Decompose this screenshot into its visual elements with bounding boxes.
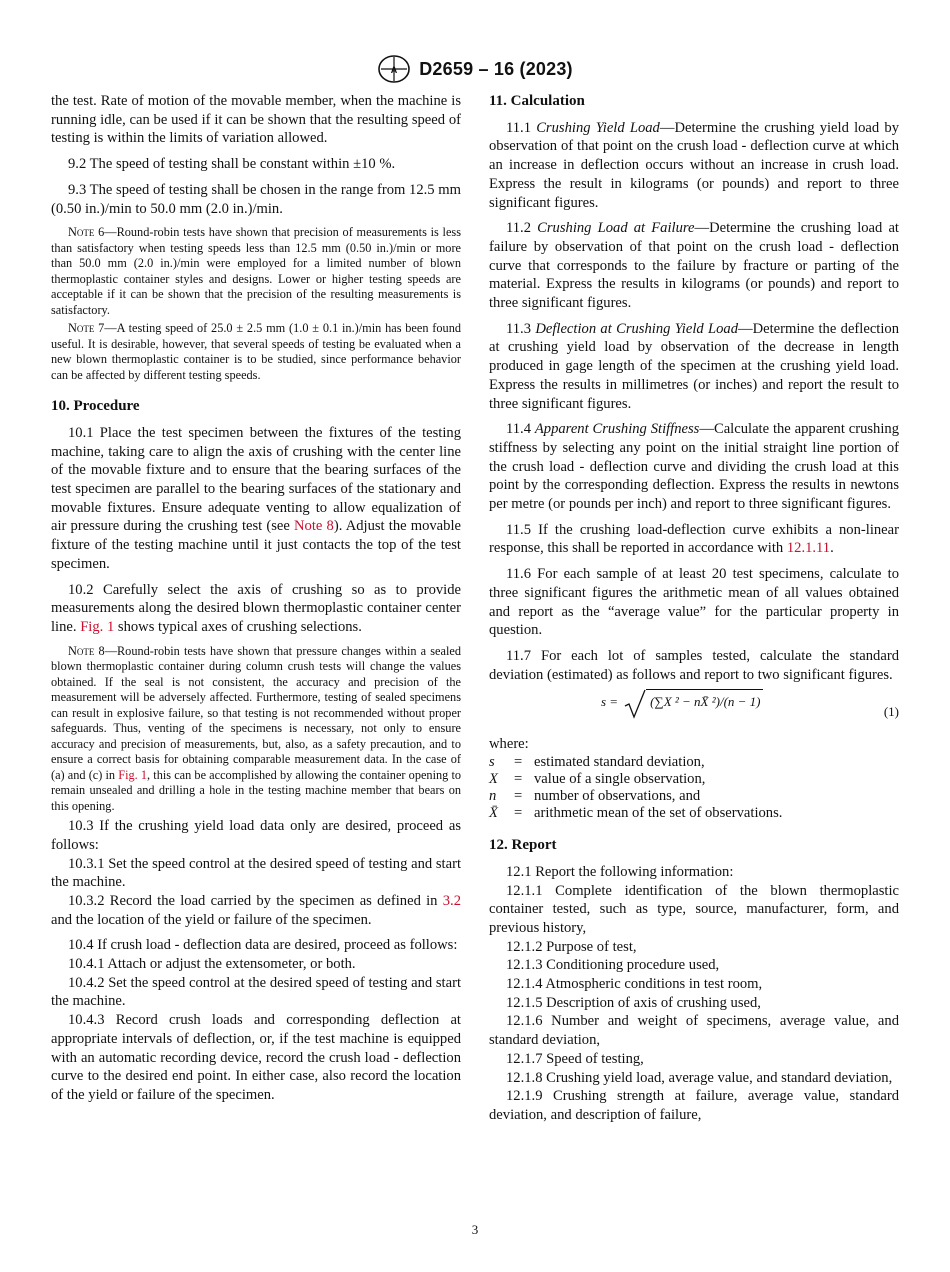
where-item: X̄ = arithmetic mean of the set of observations.: [489, 805, 783, 822]
radical-sign-icon: [624, 689, 646, 719]
standard-designation: D2659 – 16 (2023): [419, 58, 573, 79]
note-7: Note 7—A testing speed of 25.0 ± 2.5 mm (1.0 ± 0.1 in.)/min has been found useful. It is desirable, however, that several speeds of testing be evaluated when a new blown thermoplastic container is to be studied, since performance behavior can be affected by different testing speeds.: [51, 321, 461, 382]
equation-1: [489, 691, 899, 729]
page-number: 3: [471, 1222, 479, 1237]
paragraph-12-1-3: 12.1.3 Conditioning procedure used,: [506, 957, 720, 974]
paragraph-11-4: 11.4 Apparent Crushing Stiffness—Calculate the apparent crushing stiffness by selecting any point on the initial straight line portion of the crush load - deflection curve and dividing the crush load at this point by the corresponding deflection. Express the results in newtons per metre (or pounds per inch) and report to three significant figures.: [489, 421, 899, 513]
paragraph-12-1-2: 12.1.2 Purpose of test,: [506, 938, 637, 955]
paragraph-12-1-5: 12.1.5 Description of axis of crushing used,: [506, 994, 761, 1011]
paragraph-10-3: 10.3 If the crushing yield load data only are desired, proceed as follows:: [51, 818, 461, 853]
paragraph-12-1-6: 12.1.6 Number and weight of specimens, average value, and standard deviation,: [489, 1013, 899, 1049]
paragraph-12-1-9: 12.1.9 Crushing strength at failure, average value, standard deviation, and description of failure,: [489, 1088, 899, 1123]
equation-lhs: s =: [601, 694, 619, 710]
paragraph-11-5: 11.5 If the crushing load-deflection curve exhibits a non-linear response, this shall be reported in accordance with 12.1.11.: [489, 521, 899, 557]
left-column: [51, 92, 461, 1112]
square-root: [624, 693, 762, 712]
paragraph-12-1-1: 12.1.1 Complete identification of the blown thermoplastic container tested, such as type, source, manufacturer, form, and previous history,: [489, 882, 899, 936]
page-header: [0, 54, 950, 84]
equation-radicand: (∑X ² − nX̄ ²)/(n − 1): [646, 689, 762, 709]
svg-text:A: A: [390, 65, 398, 75]
paragraph-10-4-1: 10.4.1 Attach or adjust the extensometer, or both.: [68, 956, 356, 973]
section-12-1-11-link[interactable]: 12.1.11: [786, 540, 831, 557]
paragraph-12-1-7: 12.1.7 Speed of testing,: [506, 1050, 644, 1067]
where-item: s = estimated standard deviation,: [489, 754, 705, 771]
where-item: n = number of observations, and: [489, 788, 701, 805]
section-11-heading: 11. Calculation: [489, 93, 585, 109]
note-6: Note 6—Round-robin tests have shown that precision of measurements is less than satisfactory when testing speeds less than 12.5 mm (0.50 in.)/min or more than 50.0 mm (2.0 in.)/min were employed for a limited number of blown thermoplastic container styles and designs. Lower or higher testing speeds are acceptable if it can be shown that the precision of the resulting measurements is satisfactory.: [51, 225, 461, 317]
paragraph-10-2: 10.2 Carefully select the axis of crushing so as to provide measurements along the desired blown thermoplastic container center line. Fig. 1 shows typical axes of crushing selections.: [51, 581, 461, 635]
section-10-heading: 10. Procedure: [51, 398, 140, 415]
paragraph-9-3: 9.3 The speed of testing shall be chosen in the range from 12.5 mm (0.50 in.)/min to 50.0 mm (2.0 in.)/min.: [51, 181, 461, 217]
paragraph-10-4-3: 10.4.3 Record crush loads and corresponding deflection at appropriate intervals of deflection, or, if the test machine is equipped with an automatic recording device, record the crush load - deflection curve to the desired end point. In either case, also record the location of the yield or failure of the specimen.: [51, 1012, 461, 1103]
paragraph-11-1: 11.1 Crushing Yield Load—Determine the crushing yield load by observation of that point on the crush load - deflection curve at which an increase in deflection occurs without an increase in crush load. Express the result in kilograms (or pounds) and report to three significant figures.: [489, 119, 899, 211]
paragraph-12-1: 12.1 Report the following information:: [506, 863, 734, 880]
paragraph-11-7: 11.7 For each lot of samples tested, calculate the standard deviation (estimated) as follows and report to two significant figures.: [489, 647, 899, 683]
fig-1-link[interactable]: Fig. 1: [118, 767, 148, 782]
section-12-heading: 12. Report: [489, 837, 557, 854]
paragraph-10-4: 10.4 If crush load - deflection data are desired, proceed as follows:: [68, 937, 458, 954]
paragraph-11-2: 11.2 Crushing Load at Failure—Determine the crushing load at failure by observation of that point on the crush load - deflection curve that corresponds to the failure by fracture or parting of the material. Express the results in kilograms (or pounds) and report to three significant figures.: [489, 220, 899, 312]
astm-logo-icon: [377, 54, 411, 84]
where-label: where:: [489, 736, 529, 753]
paragraph-9-2: 9.2 The speed of testing shall be constant within ±10 %.: [68, 156, 396, 173]
paragraph-10-3-2: 10.3.2 Record the load carried by the specimen as defined in 3.2 and the location of the yield or failure of the specimen.: [51, 892, 461, 928]
section-3-2-link[interactable]: 3.2: [442, 892, 461, 909]
right-column: [489, 92, 899, 1125]
paragraph-11-3: 11.3 Deflection at Crushing Yield Load—Determine the deflection at crushing yield load by observation of the decrease in length produced in gage length of the specimen at the crushing yield load. Express the results in millimetres (or inches) and report the result to three significant figures.: [489, 320, 899, 412]
paragraph-12-1-4: 12.1.4 Atmospheric conditions in test room,: [506, 976, 763, 993]
paragraph-11-6: 11.6 For each sample of at least 20 test specimens, calculate to three significant figures the arithmetic mean of all values obtained and report as the “average value” for the particular property in question.: [489, 566, 899, 639]
paragraph-12-1-8: 12.1.8 Crushing yield load, average value, and standard deviation,: [506, 1069, 893, 1086]
paragraph-10-4-2: 10.4.2 Set the speed control at the desired speed of testing and start the machine.: [51, 974, 461, 1010]
paragraph-continued: the test. Rate of motion of the movable member, when the machine is running idle, can be used if it can be shown that the resulting speed of testing is within the limits of variation allowed.: [51, 93, 461, 147]
equation-number: (1): [883, 704, 899, 720]
note-8-link[interactable]: Note 8: [294, 518, 334, 535]
note-8: Note 8—Round-robin tests have shown that pressure changes within a sealed blown thermoplastic container during column crush tests will change the values obtained. If the seal is not consistent, the accuracy and precision of the measurement will be adversely affected. Furthermore, testing of sealed specimens can result in explosive failure, so that testing is not recommended without proper safeguards. Thus, venting of the specimens is necessary, not only to ensure accuracy and precision of measurements, but, also, as a safety precaution, and to ensure a correct basis for obtaining comparable measurement data. In the case of (a) and (c) in Fig. 1, this can be accomplished by allowing the container opening to remain unsealed and drilling a hole in the testing machine member that bears on this opening.: [51, 643, 462, 813]
where-list: [489, 754, 899, 822]
paragraph-10-3-1: 10.3.1 Set the speed control at the desired speed of testing and start the machine.: [51, 855, 461, 891]
paragraph-10-1: 10.1 Place the test specimen between the fixtures of the testing machine, taking care to align the axis of crushing with the center line of the movable fixture and to ensure that the bearing surfaces of the test specimen are parallel to the bearing surfaces of the stationary and movable fixtures. Ensure adequate venting to allow equalization of air pressure during the crushing test (see Note 8). Adjust the movable fixture of the testing machine until it just contacts the top of the test specimen.: [51, 424, 461, 572]
fig-1-link[interactable]: Fig. 1: [80, 618, 115, 635]
where-item: X = value of a single observation,: [489, 771, 706, 788]
